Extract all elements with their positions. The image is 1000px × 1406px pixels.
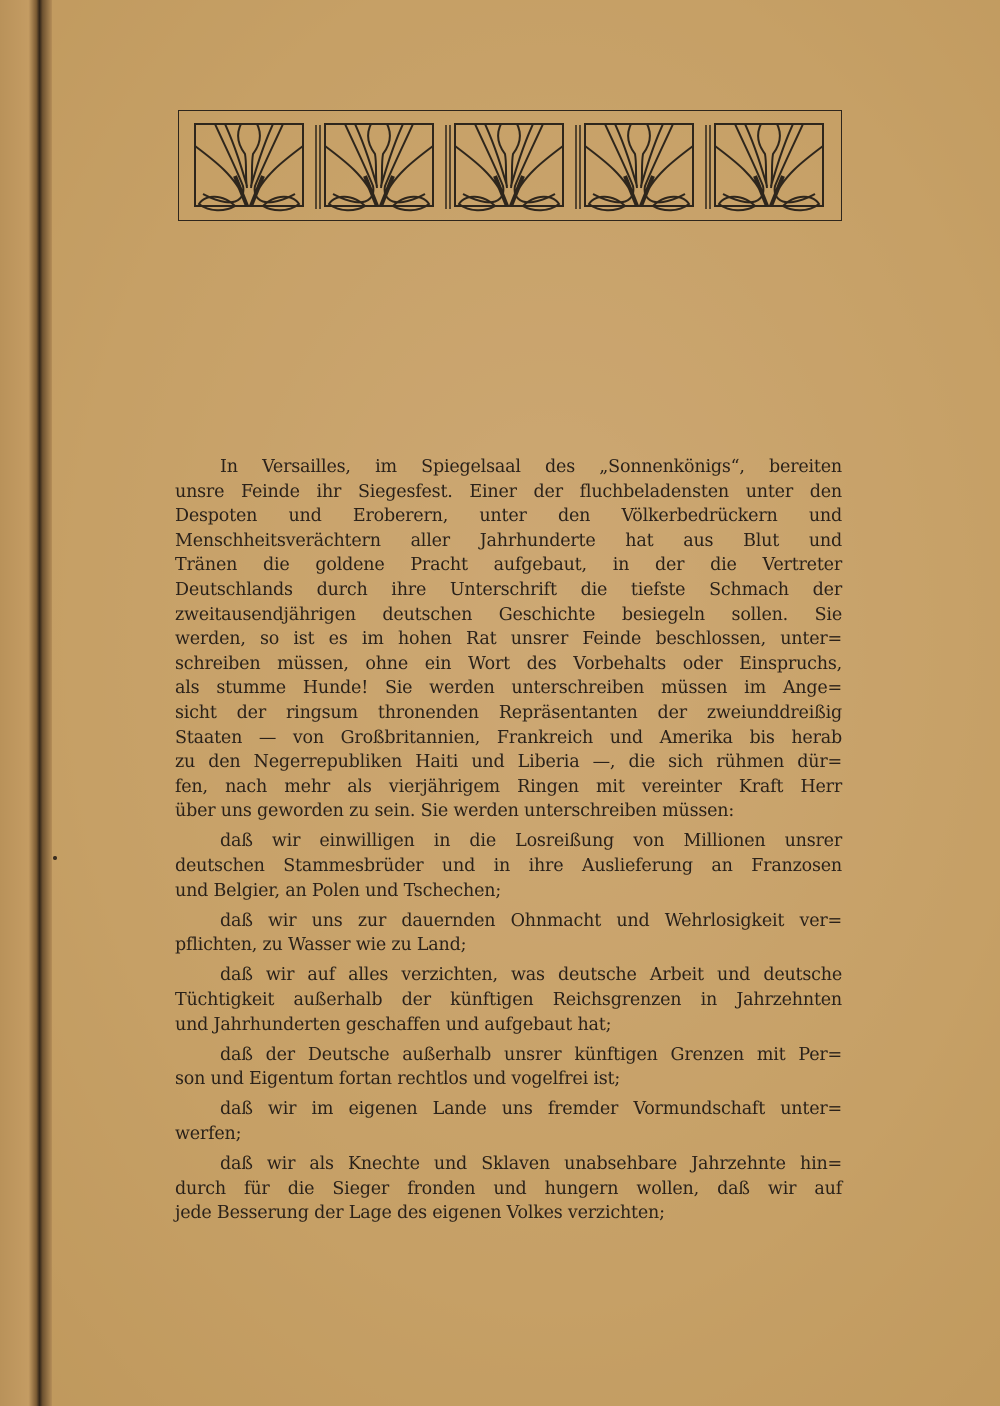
paper-speck (53, 856, 57, 860)
text-line: Tränen die goldene Pracht aufgebaut, in der die Vertreter (175, 555, 842, 576)
text-line: und Jahrhunderten geschaffen und aufgebaut hat; (175, 1014, 612, 1035)
text-line: zu den Negerrepubliken Haiti und Liberia —, die sich rühmen dür= (175, 752, 842, 773)
text-line: daß wir im eigenen Lande uns fremder Vormundschaft unter= (220, 1099, 842, 1120)
paragraph (175, 909, 842, 958)
text-line: werden, so ist es im hohen Rat unsrer Feinde beschlossen, unter= (175, 629, 842, 650)
text-line: Tüchtigkeit außerhalb der künftigen Reichsgrenzen in Jahrzehnten (175, 989, 842, 1010)
text-line: In Versailles, im Spiegelsaal des „Sonnenkönigs“, bereiten (220, 457, 842, 477)
text-line: daß wir uns zur dauernden Ohnmacht und Wehrlosigkeit ver= (220, 910, 842, 931)
text-line: Deutschlands durch ihre Unterschrift die tiefste Schmach der (175, 579, 842, 600)
floral-ornament-icon (179, 111, 841, 220)
text-line: durch für die Sieger fronden und hungern wollen, daß wir auf (175, 1178, 842, 1199)
text-line: sicht der ringsum thronenden Repräsentanten der zweiunddreißig (175, 702, 842, 723)
text-line: werfen; (175, 1123, 242, 1144)
text-line: schreiben müssen, ohne ein Wort des Vorbehalts oder Einspruchs, (175, 653, 842, 674)
text-line: zweitausendjährigen deutschen Geschichte besiegeln sollen. Sie (175, 604, 842, 625)
paragraph (175, 829, 842, 903)
text-line: daß wir als Knechte und Sklaven unabsehbare Jahrzehnte hin= (220, 1154, 842, 1175)
paragraph (175, 963, 842, 1037)
text-line: daß wir auf alles verzichten, was deutsche Arbeit und deutsche (220, 965, 842, 986)
text-line: jede Besserung der Lage des eigenen Volkes verzichten; (175, 1203, 665, 1224)
text-line: daß der Deutsche außerhalb unsrer künftigen Grenzen mit Per= (220, 1044, 842, 1065)
text-line: deutschen Stammesbrüder und in ihre Auslieferung an Franzosen (175, 856, 842, 876)
book-binding-edge (0, 0, 52, 1406)
text-line: Staaten — von Großbritannien, Frankreich und Amerika bis herab (175, 727, 842, 748)
text-line: daß wir einwilligen in die Losreißung von Millionen unsrer (220, 831, 842, 852)
paragraph (175, 1097, 842, 1146)
text-line: pflichten, zu Wasser wie zu Land; (175, 935, 467, 956)
text-line: Menschheitsverächtern aller Jahrhunderte hat aus Blut und (175, 530, 842, 551)
text-line: unsre Feinde ihr Siegesfest. Einer der fluchbeladensten unter den (175, 481, 842, 502)
paragraph (175, 455, 842, 824)
text-line: son und Eigentum fortan rechtlos und vogelfrei ist; (175, 1069, 621, 1090)
text-line: als stumme Hunde! Sie werden unterschreiben müssen im Ange= (175, 678, 842, 699)
paragraph (175, 1043, 842, 1092)
text-line: über uns geworden zu sein. Sie werden unterschreiben müssen: (175, 801, 735, 822)
paragraph (175, 1152, 842, 1226)
text-line: Despoten und Eroberern, unter den Völkerbedrückern und (175, 506, 842, 527)
text-line: fen, nach mehr als vierjährigem Ringen mit vereinter Kraft Herr (175, 776, 842, 797)
ornament-border (178, 110, 842, 221)
text-line: und Belgier, an Polen und Tschechen; (175, 880, 502, 901)
body-text (175, 455, 842, 1231)
